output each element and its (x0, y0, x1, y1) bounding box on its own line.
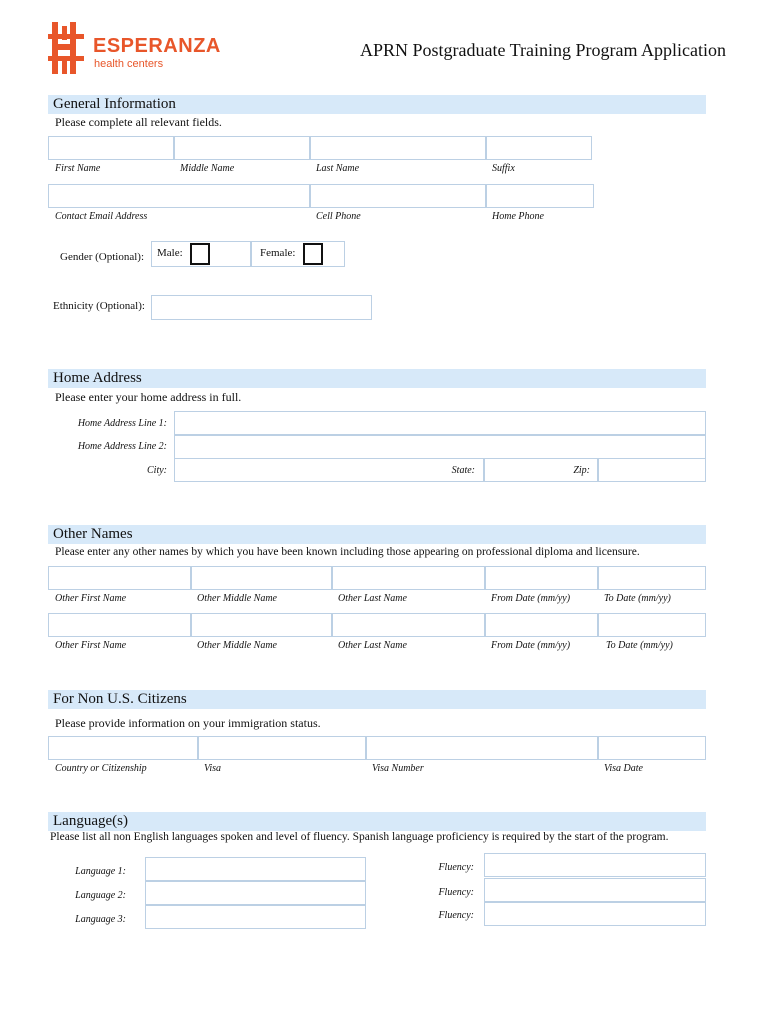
visa-field[interactable] (198, 736, 366, 760)
section-header-other-names: Other Names (48, 525, 706, 544)
section-desc-other-names: Please enter any other names by which you have been known including those appearing on professional diploma and licensure. (55, 546, 640, 558)
fluency-3-field[interactable] (484, 902, 706, 926)
language-1-field[interactable] (145, 857, 366, 881)
home-phone-field[interactable] (486, 184, 594, 208)
visa-date-label: Visa Date (604, 763, 643, 774)
female-checkbox[interactable] (303, 243, 323, 265)
cell-phone-label: Cell Phone (316, 211, 361, 222)
other-middle-name-label: Other Middle Name (197, 640, 277, 651)
visa-label: Visa (204, 763, 222, 774)
other-from-date-label: From Date (mm/yy) (491, 593, 571, 604)
address-line1-label: Home Address Line 1: (77, 418, 167, 429)
male-label: Male: (157, 247, 183, 259)
other-to-date-label: To Date (mm/yy) (604, 593, 671, 604)
zip-field[interactable] (598, 458, 706, 482)
language-2-label: Language 2: (75, 890, 126, 901)
document-title: APRN Postgraduate Training Program Application (360, 40, 726, 60)
home-phone-label: Home Phone (492, 211, 544, 222)
section-desc-citizens: Please provide information on your immigration status. (55, 716, 321, 730)
other-middle-name-label: Other Middle Name (197, 593, 277, 604)
language-1-label: Language 1: (75, 866, 126, 877)
fluency-2-field[interactable] (484, 878, 706, 902)
other-first-name-label: Other First Name (55, 640, 127, 651)
other-last-name-label: Other Last Name (338, 593, 407, 604)
brand-name: ESPERANZA (93, 35, 221, 57)
other-last-name-field[interactable] (332, 613, 485, 637)
middle-name-field[interactable] (174, 136, 310, 160)
city-label: City: (147, 465, 167, 476)
female-label: Female: (260, 247, 296, 259)
other-first-name-field[interactable] (48, 566, 191, 590)
middle-name-label: Middle Name (180, 163, 235, 174)
visa-date-field[interactable] (598, 736, 706, 760)
other-last-name-label: Other Last Name (338, 640, 407, 651)
address-line2-label: Home Address Line 2: (77, 441, 167, 452)
fluency-3-label: Fluency: (438, 910, 474, 921)
other-to-date-label: To Date (mm/yy) (606, 640, 673, 651)
other-from-date-field[interactable] (485, 613, 598, 637)
suffix-field[interactable] (486, 136, 592, 160)
other-middle-name-field[interactable] (191, 566, 332, 590)
section-header-address: Home Address (48, 369, 706, 388)
country-label: Country or Citizenship (55, 763, 147, 774)
email-label: Contact Email Address (55, 211, 148, 222)
last-name-field[interactable] (310, 136, 486, 160)
section-desc-languages: Please list all non English languages spoken and level of fluency. Spanish language proficiency is required by the start of the program. (50, 831, 669, 843)
section-header-citizens: For Non U.S. Citizens (48, 690, 706, 709)
gender-label: Gender (Optional): (60, 251, 144, 263)
fluency-1-label: Fluency: (438, 862, 474, 873)
country-field[interactable] (48, 736, 198, 760)
other-middle-name-field[interactable] (191, 613, 332, 637)
zip-label: Zip: (573, 465, 590, 476)
ethnicity-label: Ethnicity (Optional): (53, 300, 145, 312)
other-first-name-label: Other First Name (55, 593, 127, 604)
section-desc-address: Please enter your home address in full. (55, 390, 242, 404)
section-header-general: General Information (48, 95, 706, 114)
male-checkbox[interactable] (190, 243, 210, 265)
other-first-name-field[interactable] (48, 613, 191, 637)
language-3-label: Language 3: (75, 914, 126, 925)
language-2-field[interactable] (145, 881, 366, 905)
email-field[interactable] (48, 184, 310, 208)
first-name-label: First Name (55, 163, 101, 174)
other-to-date-field[interactable] (598, 613, 706, 637)
first-name-field[interactable] (48, 136, 174, 160)
section-header-languages: Language(s) (48, 812, 706, 831)
fluency-1-field[interactable] (484, 853, 706, 877)
fluency-2-label: Fluency: (438, 887, 474, 898)
section-desc-general: Please complete all relevant fields. (55, 115, 222, 129)
visa-number-label: Visa Number (372, 763, 424, 774)
visa-number-field[interactable] (366, 736, 598, 760)
brand-subtitle: health centers (94, 58, 164, 70)
cell-phone-field[interactable] (310, 184, 486, 208)
ethnicity-field[interactable] (151, 295, 372, 320)
address-line1-field[interactable] (174, 411, 706, 435)
other-from-date-field[interactable] (485, 566, 598, 590)
state-label: State: (451, 465, 475, 476)
address-line2-field[interactable] (174, 435, 706, 459)
other-last-name-field[interactable] (332, 566, 485, 590)
other-from-date-label: From Date (mm/yy) (491, 640, 571, 651)
last-name-label: Last Name (316, 163, 360, 174)
language-3-field[interactable] (145, 905, 366, 929)
other-to-date-field[interactable] (598, 566, 706, 590)
suffix-label: Suffix (492, 163, 515, 174)
